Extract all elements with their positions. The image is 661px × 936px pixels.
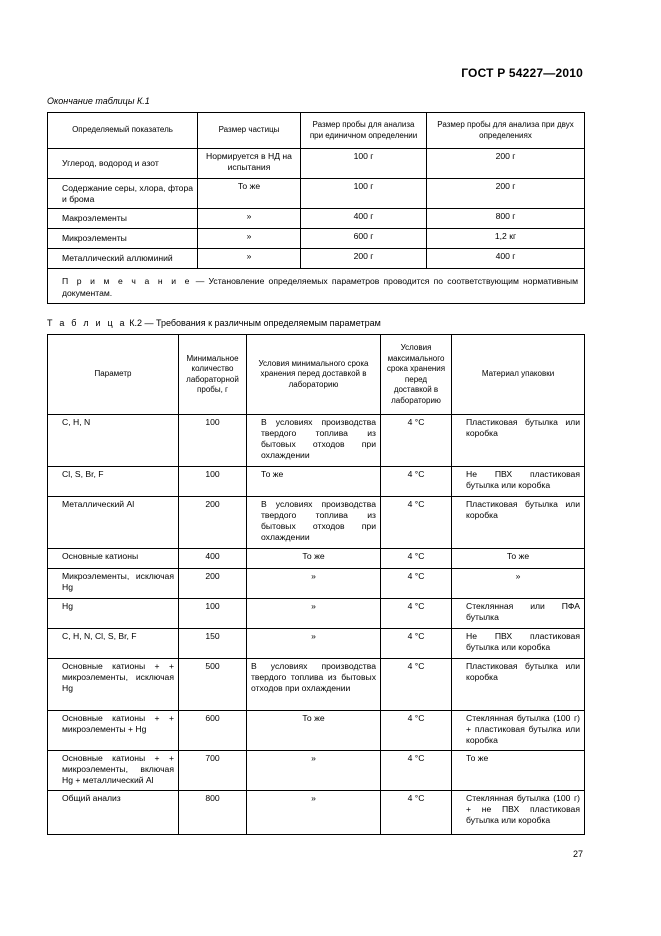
single-size-cell: 400 г xyxy=(301,209,427,229)
table-row xyxy=(48,629,585,659)
min-qty-cell: 100 xyxy=(179,467,247,497)
particle-cell: » xyxy=(198,249,301,269)
table-k2 xyxy=(47,334,585,835)
column-header: Условия минимального срока хранения перед доставкой в лабораторию xyxy=(247,335,381,415)
table-row xyxy=(48,249,585,269)
packaging-cell: Пластиковая бутылка или коробка xyxy=(452,497,585,549)
document-code: ГОСТ Р 54227—2010 xyxy=(461,66,583,80)
note-label: П р и м е ч а н и е xyxy=(62,276,192,286)
table2-caption-text: К.2 — Требования к различным определяемым параметрам xyxy=(126,318,381,328)
min-storage-cell: То же xyxy=(247,467,381,497)
indicator-cell: Макроэлементы xyxy=(48,209,198,229)
double-size-cell: 200 г xyxy=(427,179,585,209)
param-cell: C, H, N, Cl, S, Br, F xyxy=(48,629,179,659)
note-text: — Установление определяемых параметров проводится по соответствующим нормативным документам. xyxy=(62,276,578,298)
table-row xyxy=(48,179,585,209)
param-cell: Основные катионы xyxy=(48,549,179,569)
table-note-row xyxy=(48,269,585,304)
max-storage-cell: 4 °С xyxy=(381,569,452,599)
min-storage-cell: » xyxy=(247,629,381,659)
table2-caption xyxy=(47,318,381,328)
min-storage-cell: » xyxy=(247,791,381,835)
column-header: Параметр xyxy=(48,335,179,415)
param-cell: Hg xyxy=(48,599,179,629)
max-storage-cell: 4 °С xyxy=(381,497,452,549)
packaging-cell: Стеклянная бутылка (100 г) + не ПВХ пластиковая бутылка или коробка xyxy=(452,791,585,835)
single-size-cell: 100 г xyxy=(301,149,427,179)
table-row xyxy=(48,497,585,549)
table-row xyxy=(48,599,585,629)
min-qty-cell: 600 xyxy=(179,711,247,751)
min-qty-cell: 700 xyxy=(179,751,247,791)
param-cell: Основные катионы + + микроэлементы, исключая Hg xyxy=(48,659,179,711)
double-size-cell: 400 г xyxy=(427,249,585,269)
table2-caption-label: Т а б л и ц а xyxy=(47,318,127,328)
particle-cell: » xyxy=(198,229,301,249)
table-row xyxy=(48,791,585,835)
column-header: Размер частицы xyxy=(198,113,301,149)
param-cell: Cl, S, Br, F xyxy=(48,467,179,497)
min-qty-cell: 400 xyxy=(179,549,247,569)
column-header: Материал упаковки xyxy=(452,335,585,415)
particle-cell: » xyxy=(198,209,301,229)
single-size-cell: 100 г xyxy=(301,179,427,209)
table-row xyxy=(48,659,585,711)
indicator-cell: Углерод, водород и азот xyxy=(48,149,198,179)
min-storage-cell: В условиях производства твердого топлива из бытовых отходов при охлаждении xyxy=(247,415,381,467)
min-storage-cell: » xyxy=(247,599,381,629)
table-k1-end xyxy=(47,112,585,304)
packaging-cell: Пластиковая бутылка или коробка xyxy=(452,415,585,467)
min-qty-cell: 800 xyxy=(179,791,247,835)
min-storage-cell: » xyxy=(247,569,381,599)
max-storage-cell: 4 °С xyxy=(381,467,452,497)
max-storage-cell: 4 °С xyxy=(381,659,452,711)
table-row xyxy=(48,549,585,569)
packaging-cell: Не ПВХ пластиковая бутылка или коробка xyxy=(452,467,585,497)
indicator-cell: Содержание серы, хлора, фтора и брома xyxy=(48,179,198,209)
indicator-cell: Металлический аллюминий xyxy=(48,249,198,269)
min-storage-cell: То же xyxy=(247,711,381,751)
max-storage-cell: 4 °С xyxy=(381,791,452,835)
param-cell: Микроэлементы, исключая Hg xyxy=(48,569,179,599)
single-size-cell: 600 г xyxy=(301,229,427,249)
double-size-cell: 200 г xyxy=(427,149,585,179)
min-qty-cell: 500 xyxy=(179,659,247,711)
table-row xyxy=(48,415,585,467)
param-cell: Металлический Al xyxy=(48,497,179,549)
min-qty-cell: 150 xyxy=(179,629,247,659)
min-qty-cell: 200 xyxy=(179,569,247,599)
table-row xyxy=(48,711,585,751)
packaging-cell: Не ПВХ пластиковая бутылка или коробка xyxy=(452,629,585,659)
param-cell: C, H, N xyxy=(48,415,179,467)
param-cell: Основные катионы + + микроэлементы + Hg xyxy=(48,711,179,751)
column-header: Размер пробы для анализа при единичном определении xyxy=(301,113,427,149)
min-storage-cell: » xyxy=(247,751,381,791)
table1-caption: Окончание таблицы К.1 xyxy=(47,96,150,106)
packaging-cell: То же xyxy=(452,549,585,569)
table-row xyxy=(48,229,585,249)
min-storage-cell: В условиях производства твердого топлива из бытовых отходов при охлаждении xyxy=(247,497,381,549)
max-storage-cell: 4 °С xyxy=(381,711,452,751)
single-size-cell: 200 г xyxy=(301,249,427,269)
max-storage-cell: 4 °С xyxy=(381,629,452,659)
packaging-cell: Стеклянная бутылка (100 г) + пластиковая бутылка или коробка xyxy=(452,711,585,751)
column-header: Условия максимального срока хранения перед доставкой в лабораторию xyxy=(381,335,452,415)
table-note xyxy=(48,269,585,304)
min-qty-cell: 100 xyxy=(179,415,247,467)
page-number: 27 xyxy=(572,849,583,859)
param-cell: Общий анализ xyxy=(48,791,179,835)
max-storage-cell: 4 °С xyxy=(381,415,452,467)
double-size-cell: 1,2 кг xyxy=(427,229,585,249)
min-storage-cell: То же xyxy=(247,549,381,569)
particle-cell: Нормируется в НД на испытания xyxy=(198,149,301,179)
packaging-cell: Пластиковая бутылка или коробка xyxy=(452,659,585,711)
max-storage-cell: 4 °С xyxy=(381,599,452,629)
min-qty-cell: 100 xyxy=(179,599,247,629)
table-row xyxy=(48,149,585,179)
packaging-cell: » xyxy=(452,569,585,599)
min-qty-cell: 200 xyxy=(179,497,247,549)
table-row xyxy=(48,467,585,497)
indicator-cell: Микроэлементы xyxy=(48,229,198,249)
max-storage-cell: 4 °С xyxy=(381,751,452,791)
packaging-cell: Стеклянная или ПФА бутылка xyxy=(452,599,585,629)
particle-cell: То же xyxy=(198,179,301,209)
column-header: Размер пробы для анализа при двух определениях xyxy=(427,113,585,149)
table-row xyxy=(48,209,585,229)
max-storage-cell: 4 °С xyxy=(381,549,452,569)
min-storage-cell: В условиях производства твердого топлива из бытовых отходов при охлаждении xyxy=(247,659,381,711)
table-row xyxy=(48,569,585,599)
table-row xyxy=(48,751,585,791)
double-size-cell: 800 г xyxy=(427,209,585,229)
packaging-cell: То же xyxy=(452,751,585,791)
param-cell: Основные катионы + + микроэлементы, включая Hg + металлический Al xyxy=(48,751,179,791)
column-header: Определяемый показатель xyxy=(48,113,198,149)
column-header: Минимальное количество лабораторной пробы, г xyxy=(179,335,247,415)
